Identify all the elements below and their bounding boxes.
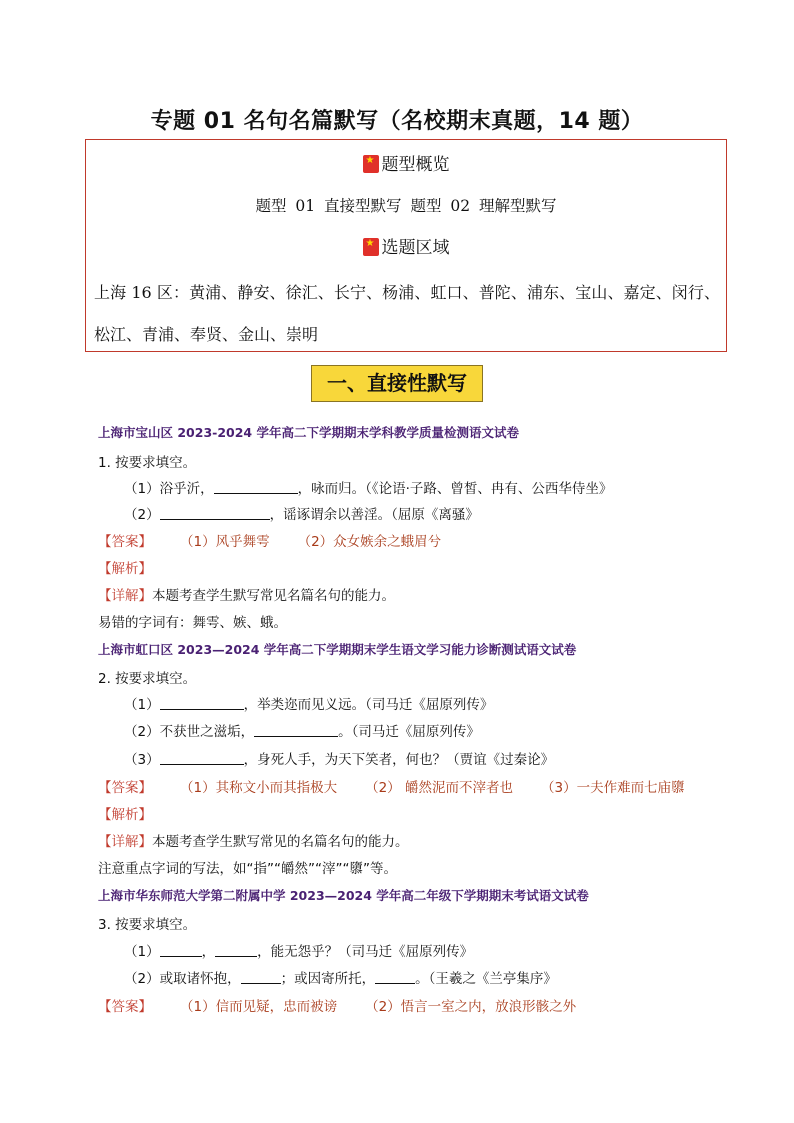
- question-item: （1） ， ，能无怨乎？（司马迁《屈原列传》: [124, 944, 474, 960]
- note-line: 易错的字词有：舞雩、嫉、蛾。: [98, 615, 287, 631]
- answer-blank: [241, 971, 281, 984]
- detail-line: 【详解】本题考查学生默写常见的名篇名句的能力。: [98, 834, 409, 850]
- answer-line: 【答案】 （1）其称文小而其指极大 （2） 皭然泥而不滓者也 （3）一夫作难而七庙隳: [98, 780, 685, 796]
- answer-blank: [215, 944, 257, 957]
- page-title: 专题 01 名句名篇默写（名校期末真题，14 题）: [150, 109, 644, 134]
- detail-line: 【详解】本题考查学生默写常见名篇名句的能力。: [98, 588, 395, 604]
- question-types: 题型 01 直接型默写 题型 02 理解型默写: [255, 197, 557, 215]
- overview-heading-types: ★题型概览: [86, 150, 726, 175]
- question-item: （2）或取诸怀抱， ；或因寄所托， 。（王羲之《兰亭集序》: [124, 971, 557, 987]
- overview-box: [85, 139, 727, 352]
- region-list: 上海 16 区：黄浦、静安、徐汇、长宁、杨浦、虹口、普陀、浦东、宝山、嘉定、闵行、松江、青浦、奉贤、金山、崇明: [94, 283, 720, 344]
- question-item: （1） ，举类迩而见义远。（司马迁《屈原列传》: [124, 697, 494, 713]
- answer-blank: [160, 752, 244, 765]
- answer-blank: [160, 507, 270, 520]
- section-banner: 一、直接性默写: [311, 365, 483, 402]
- question-stem: 3. 按要求填空。: [98, 917, 197, 933]
- overview-heading-regions: ★选题区域: [86, 233, 726, 258]
- answer-blank: [254, 724, 338, 737]
- question-source: 上海市华东师范大学第二附属中学 2023—2024 学年高二年级下学期期末考试语文试卷: [98, 888, 589, 903]
- question-item: （2）不获世之滋垢， 。（司马迁《屈原列传》: [124, 724, 480, 740]
- analysis-tag: 【解析】: [98, 561, 152, 577]
- answer-line: 【答案】 （1）信而见疑，忠而被谤 （2）悟言一室之内，放浪形骸之外: [98, 999, 577, 1015]
- question-stem: 1. 按要求填空。: [98, 455, 197, 471]
- question-item: （1）浴乎沂， ，咏而归。（《论语·子路、曾皙、冉有、公西华侍坐》: [124, 481, 613, 497]
- note-line: 注意重点字词的写法，如“指”“皭然”“滓”“隳”等。: [98, 861, 397, 877]
- answer-blank: [214, 481, 298, 494]
- question-source: 上海市虹口区 2023—2024 学年高二下学期期末学生语文学习能力诊断测试语文试卷: [98, 642, 577, 657]
- answer-blank: [160, 697, 244, 710]
- analysis-tag: 【解析】: [98, 807, 152, 823]
- question-item: （3） ，身死人手，为天下笑者，何也？（贾谊《过秦论》: [124, 752, 555, 768]
- question-source: 上海市宝山区 2023-2024 学年高二下学期期末学科教学质量检测语文试卷: [98, 425, 519, 440]
- question-item: （2） ，谣诼谓余以善淫。（屈原《离骚》: [124, 507, 479, 523]
- answer-blank: [375, 971, 415, 984]
- book-badge-icon: [363, 238, 379, 256]
- book-badge-icon: [363, 155, 379, 173]
- answer-blank: [160, 944, 202, 957]
- answer-line: 【答案】 （1）风乎舞雩 （2）众女嫉余之蛾眉兮: [98, 534, 442, 550]
- question-stem: 2. 按要求填空。: [98, 671, 197, 687]
